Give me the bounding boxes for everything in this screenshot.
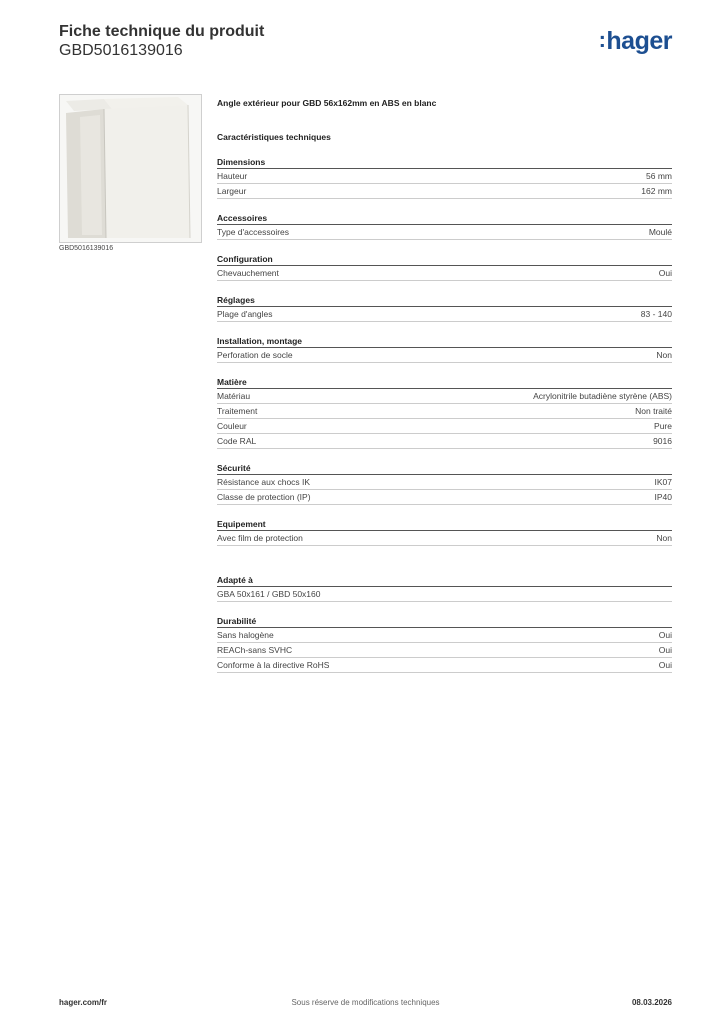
spec-row xyxy=(217,266,672,281)
spec-value: IP40 xyxy=(654,492,672,502)
footer-website-link[interactable]: hager.com/fr xyxy=(59,998,108,1007)
spec-row xyxy=(217,587,672,602)
page-footer xyxy=(59,997,672,1009)
spec-label: Largeur xyxy=(217,186,247,196)
spec-row xyxy=(217,184,672,199)
section-title: Sécurité xyxy=(217,462,672,475)
spec-sections xyxy=(217,156,672,673)
spec-label: Hauteur xyxy=(217,171,248,181)
spec-label: Chevauchement xyxy=(217,268,279,278)
spec-label: Code RAL xyxy=(217,436,257,446)
spec-label: GBA 50x161 / GBD 50x160 xyxy=(217,589,321,599)
section-title: Accessoires xyxy=(217,212,672,225)
spec-section xyxy=(217,574,672,602)
spec-label: Plage d'angles xyxy=(217,309,273,319)
product-description: Angle extérieur pour GBD 56x162mm en ABS en blanc xyxy=(217,98,437,108)
spec-label: Sans halogène xyxy=(217,630,274,640)
spec-label: Couleur xyxy=(217,421,247,431)
product-reference: GBD5016139016 xyxy=(59,42,183,59)
spec-value: 83 - 140 xyxy=(640,309,672,319)
spec-section xyxy=(217,462,672,505)
section-title: Dimensions xyxy=(217,156,672,169)
corner-piece-illustration xyxy=(60,95,201,242)
logo-text: hager xyxy=(606,27,672,55)
spec-value: Oui xyxy=(658,268,672,278)
spec-value: Non xyxy=(656,350,672,360)
spec-value: 56 mm xyxy=(646,171,672,181)
spec-row xyxy=(217,307,672,322)
section-title: Matière xyxy=(217,376,672,389)
spec-label: Type d'accessoires xyxy=(217,227,290,237)
spec-section xyxy=(217,376,672,449)
product-image xyxy=(59,94,202,243)
section-title: Configuration xyxy=(217,253,672,266)
spec-value: Oui xyxy=(658,660,672,670)
spec-label: Conforme à la directive RoHS xyxy=(217,660,330,670)
section-title: Durabilité xyxy=(217,615,672,628)
spec-row xyxy=(217,643,672,658)
spec-value: Non traité xyxy=(635,406,672,416)
spec-row xyxy=(217,658,672,673)
spec-section xyxy=(217,156,672,199)
footer-date: 08.03.2026 xyxy=(631,998,672,1007)
section-title: Equipement xyxy=(217,518,672,531)
spec-value: Pure xyxy=(654,421,672,431)
hager-logo[interactable] xyxy=(599,27,672,54)
spec-row xyxy=(217,628,672,643)
spec-row xyxy=(217,225,672,240)
spec-row xyxy=(217,490,672,505)
spec-label: Perforation de socle xyxy=(217,350,293,360)
image-caption: GBD5016139016 xyxy=(59,245,114,252)
spec-row xyxy=(217,475,672,490)
spec-value: Acrylonitrile butadiène styrène (ABS) xyxy=(533,391,672,401)
spec-label: Avec film de protection xyxy=(217,533,303,543)
spec-row xyxy=(217,404,672,419)
spec-label: Traitement xyxy=(217,406,258,416)
document-header xyxy=(59,22,264,60)
section-title: Adapté à xyxy=(217,574,672,587)
spec-value: Oui xyxy=(658,645,672,655)
spec-value: Oui xyxy=(658,630,672,640)
spec-label: Matériau xyxy=(217,391,251,401)
spec-section xyxy=(217,615,672,673)
spec-content xyxy=(217,97,672,673)
spec-row xyxy=(217,434,672,449)
spec-label: REACh-sans SVHC xyxy=(217,645,293,655)
spec-value: Moulé xyxy=(648,227,672,237)
footer-notice: Sous réserve de modifications techniques xyxy=(291,998,440,1007)
spec-row xyxy=(217,531,672,546)
spec-label: Classe de protection (IP) xyxy=(217,492,311,502)
spec-section xyxy=(217,294,672,322)
spec-row xyxy=(217,419,672,434)
spec-value: 162 mm xyxy=(641,186,672,196)
technical-characteristics-title: Caractéristiques techniques xyxy=(217,132,331,142)
spec-value: Non xyxy=(656,533,672,543)
spec-label: Résistance aux chocs IK xyxy=(217,477,311,487)
spec-section xyxy=(217,335,672,363)
spec-row xyxy=(217,169,672,184)
spec-value: IK07 xyxy=(654,477,672,487)
spec-row xyxy=(217,348,672,363)
spec-section xyxy=(217,212,672,240)
section-title: Réglages xyxy=(217,294,672,307)
section-title: Installation, montage xyxy=(217,335,672,348)
page-title: Fiche technique du produit xyxy=(59,23,265,40)
logo-colon-icon: : xyxy=(598,27,606,52)
spec-row xyxy=(217,389,672,404)
spec-section xyxy=(217,253,672,281)
spec-section xyxy=(217,518,672,546)
spec-value: 9016 xyxy=(653,436,672,446)
